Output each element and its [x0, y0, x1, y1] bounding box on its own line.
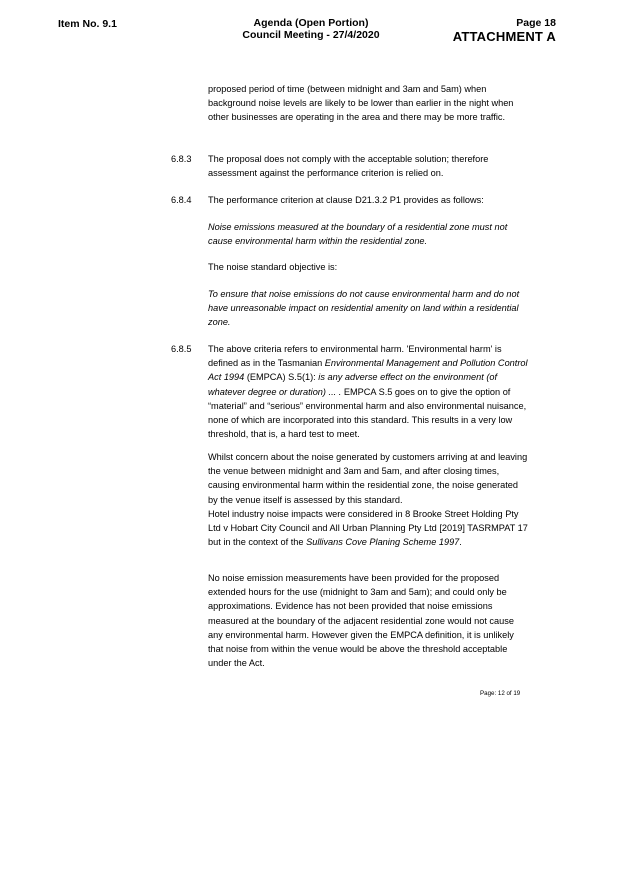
section-number-685: 6.8.5 [171, 344, 192, 354]
performance-criterion-quote: Noise emissions measured at the boundary of a residential zone must not cause environmental harm within the residential zone. [208, 222, 508, 247]
page-footer: Page: 12 of 19 [480, 690, 521, 697]
p1-part-c: (EMPCA) S.5(1): [244, 372, 319, 383]
p1-part-e: EMPCA S.5 goes on to give the option of “material” and “serious” environmental harm and also environmental nuisance, none of which are incorporated into this standard. This results in a very low threshold, that is, a hard test to meet. [208, 386, 527, 440]
section-685-paragraph-3: No noise emission measurements have been provided for the proposed extended hours for the use (midnight to 3am and 5am); and could only be approximations. Evidence has not been provided that noise emissions measured at the boundary of the adjacent residential zone would not cause any environmental harm. However given the EMPCA definition, it is unlikely that noise from within the venue would be above the threshold acceptable under the Act. [208, 573, 514, 669]
planning-scheme-title: Sullivans Cove Planing Scheme 1997 [306, 537, 460, 548]
section-number-684: 6.8.4 [171, 195, 192, 205]
agenda-title: Agenda (Open Portion) [253, 17, 369, 29]
section-683-text: The proposal does not comply with the acceptable solution; therefore assessment against the performance criterion is relied on. [208, 154, 489, 179]
page-reference [453, 18, 556, 44]
p1-part-a: The above criteria refers to environmental harm. 'Environmental harm' is defined as in the Tasmanian [208, 344, 502, 369]
objective-quote: To ensure that noise emissions do not cause environmental harm and do not have unreasonable impact on residential amenity on land within a residential zone. [208, 289, 520, 328]
definition-quote: is any adverse effect on the environment (of whatever degree or duration) ... . [208, 372, 498, 397]
p2-part-b: Hotel industry noise impacts were considered in 8 Brooke Street Holding Pty Ltd v Hobart City Council and All Urban Planning Pty Ltd [2019] TASRMPAT 17 but in the context of the [208, 508, 528, 548]
section-684-text: The performance criterion at clause D21.3.2 P1 provides as follows: [208, 195, 484, 205]
meeting-date: Council Meeting - 27/4/2020 [242, 28, 380, 41]
p2-part-a: Whilst concern about the noise generated by customers arriving at and leaving the venue between midnight and 3am and 5am, and after closing times, causing environmental harm within the residential zone, the noise generated by the venue itself is assessed by this standard. [208, 452, 528, 505]
objective-label: The noise standard objective is: [208, 262, 338, 272]
section-number-683: 6.8.3 [171, 154, 192, 164]
item-number: Item No. 9.1 [58, 18, 117, 30]
intro-paragraph: proposed period of time (between midnight and 3am and 5am) when background noise levels are likely to be lower than earlier in the night when other businesses are operating in the area and there may be more traffic. [208, 84, 514, 123]
page-number: Page 18 [516, 17, 556, 29]
p2-part-d: . [459, 537, 462, 548]
attachment-label: ATTACHMENT A [452, 28, 556, 44]
section-685-paragraph-1 [208, 342, 528, 441]
section-685-paragraph-2 [208, 450, 528, 549]
page-header [0, 14, 622, 48]
agenda-heading [211, 18, 411, 41]
act-title: Environmental Management and Pollution Control Act 1994 [208, 358, 528, 383]
